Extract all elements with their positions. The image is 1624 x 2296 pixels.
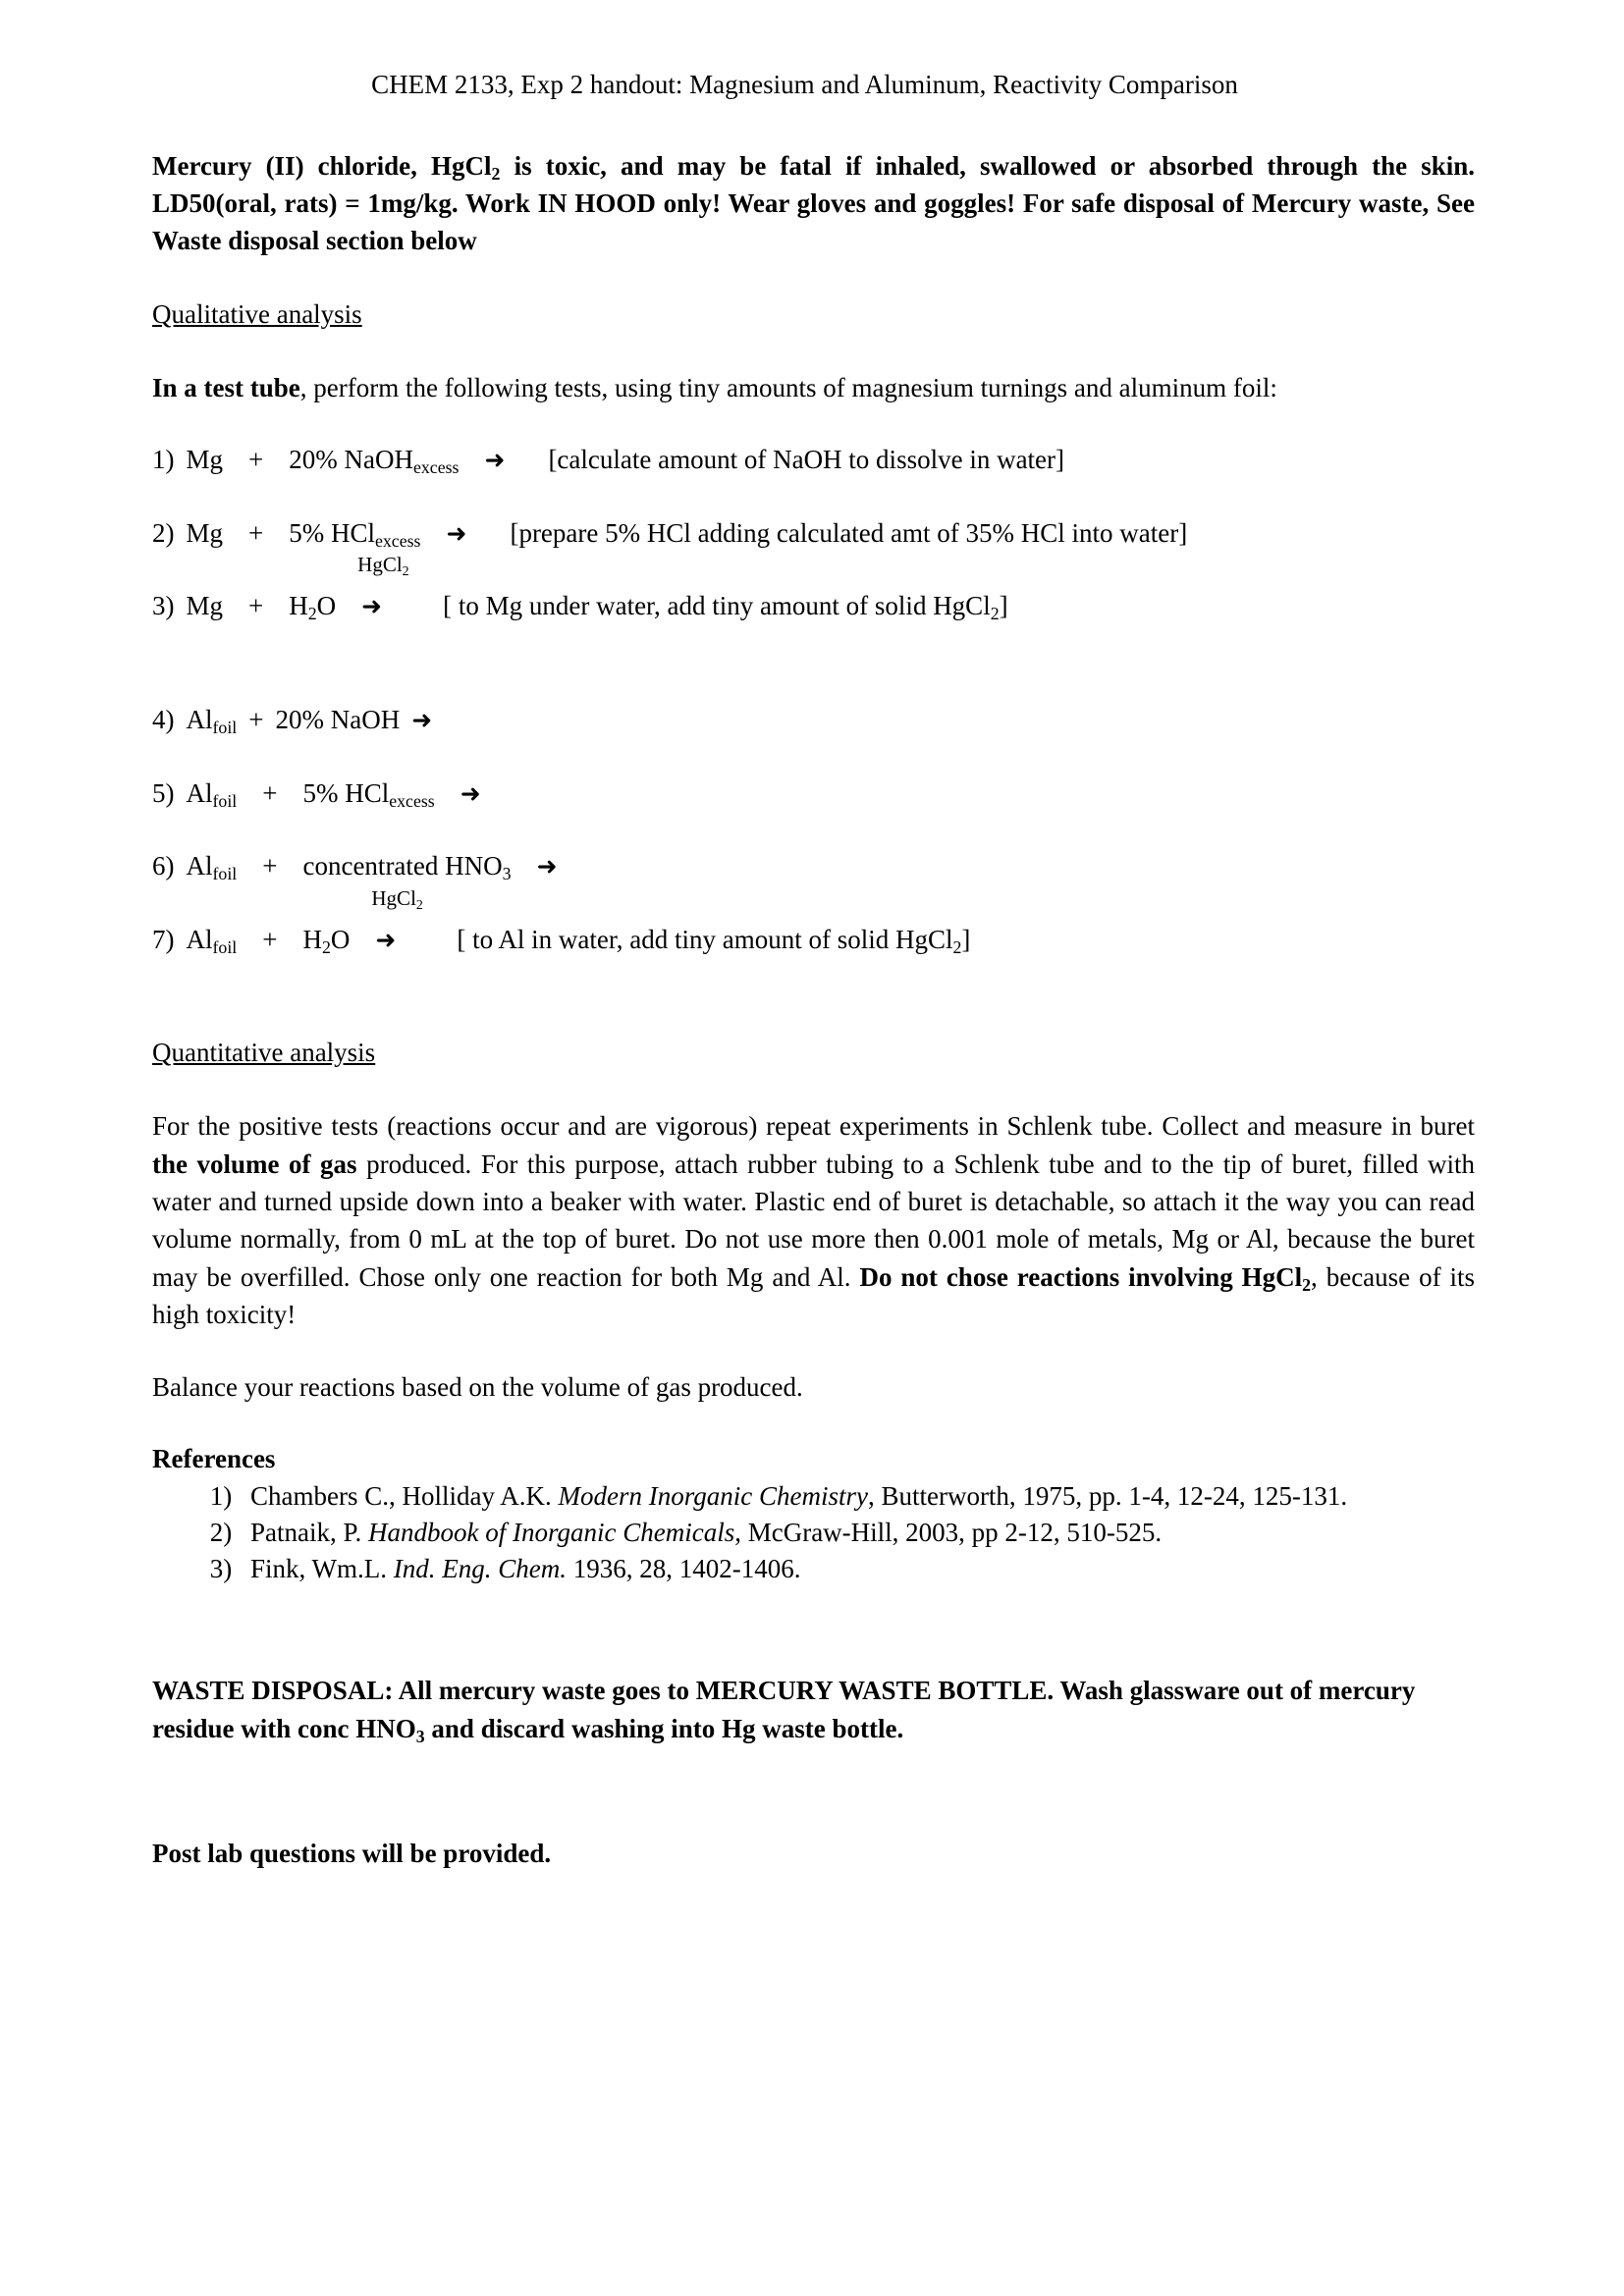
- reaction-3-reagent-b: $H_2O$: [289, 591, 337, 624]
- qualitative-intro-paragraph: [152, 369, 1477, 406]
- reaction-7-catalyst-label: HgCl$_2$: [371, 885, 423, 912]
- reaction-7-note: [ to Al in water, add tiny amount of solid HgCl$_2$]: [457, 924, 971, 957]
- reference-3-title: Ind. Eng. Chem.: [393, 1554, 567, 1584]
- reaction-7-reagent-a: Al: [186, 924, 213, 954]
- reaction-item-1: [152, 442, 1477, 477]
- reaction-2-number: 2): [152, 517, 175, 548]
- reaction-6-reagent-a-subscript: foil: [212, 864, 238, 884]
- reaction-1-note: [calculate amount of NaOH to dissolve in water]: [548, 445, 1065, 475]
- reaction-6-plus: +: [262, 851, 278, 881]
- reaction-item-5: [152, 775, 1477, 811]
- reference-3-rest: 1936, 28, 1402-1406.: [567, 1554, 801, 1584]
- quantitative-heading-label: Quantitative analysis: [152, 1038, 376, 1068]
- reaction-1-plus: +: [248, 445, 264, 475]
- reaction-item-3: [152, 553, 1477, 624]
- reaction-6-number: 6): [152, 851, 175, 881]
- reaction-6-reagent-a: Al: [186, 851, 213, 881]
- page-title: CHEM 2133, Exp 2 handout: Magnesium and Aluminum, Reactivity Comparison: [371, 70, 1238, 99]
- reaction-5-number: 5): [152, 777, 175, 808]
- warning-subscript: 2: [491, 163, 501, 184]
- safety-warning-paragraph: [152, 147, 1477, 260]
- reaction-5-reagent-b-subscript: excess: [389, 790, 435, 811]
- reference-item: [239, 1551, 1477, 1587]
- reaction-2-reagent-b-subscript: excess: [375, 530, 421, 551]
- reaction-1-number: 1): [152, 445, 175, 475]
- reaction-4-reagent-a-subscript: foil: [212, 718, 238, 738]
- waste-subscript: 3: [415, 1726, 425, 1746]
- reaction-arrow-icon: ➜: [375, 925, 397, 954]
- warning-text-part-1: Mercury (II) chloride, HgCl: [152, 150, 492, 181]
- reference-1-authors: Chambers C., Holliday A.K.: [250, 1480, 559, 1511]
- quantitative-bold-run-2-text: Do not chose reactions involving HgCl: [859, 1261, 1303, 1292]
- reaction-4-reagent-b: 20% NaOH: [275, 705, 401, 735]
- reaction-1-reagent-a: Mg: [186, 445, 224, 475]
- reaction-3-reagent-a: Mg: [186, 591, 224, 621]
- reaction-5-reagent-a-subscript: foil: [212, 790, 238, 811]
- reaction-3-catalyst-arrow: [357, 553, 409, 623]
- reaction-arrow-icon: ➜: [460, 778, 481, 808]
- reaction-group-spacer: [152, 663, 1477, 702]
- waste-disposal-paragraph: [152, 1672, 1477, 1747]
- reference-2-title: Handbook of Inorganic Chemicals: [368, 1517, 735, 1547]
- reference-item: [239, 1478, 1477, 1515]
- qualitative-heading-label: Qualitative analysis: [152, 298, 362, 329]
- reaction-item-7: [152, 885, 1477, 957]
- section-spacer: [152, 996, 1477, 1036]
- reaction-3-number: 3): [152, 591, 175, 621]
- reference-item: [239, 1515, 1477, 1551]
- waste-run-b: and discard washing into Hg waste bottle.: [424, 1713, 904, 1743]
- reaction-5-reagent-b: 5% HCl: [302, 777, 390, 808]
- reaction-3-note: [ to Mg under water, add tiny amount of solid HgCl$_2$]: [443, 591, 1008, 624]
- reaction-7-number: 7): [152, 924, 175, 954]
- warning-text-part-2: is toxic, and may be fatal if inhaled, swallowed or absorbed through the skin. LD50(oral, rats) = 1mg/kg. Work IN HOOD only! Wear gloves and goggles! For safe disposal of Mercury waste, See Waste disposal section below: [152, 150, 1475, 256]
- section-heading-quantitative: [152, 1036, 1477, 1070]
- reaction-3-catalyst-label: HgCl$_2$: [357, 553, 409, 578]
- reference-1-rest: , Butterworth, 1975, pp. 1-4, 12-24, 125-131.: [867, 1480, 1348, 1511]
- reaction-arrow-icon: ➜: [484, 446, 506, 475]
- intro-bold-run: In a test tube: [152, 372, 300, 402]
- reaction-2-plus: +: [248, 517, 264, 548]
- reaction-4-number: 4): [152, 705, 175, 735]
- reaction-2-reagent-b: 5% HCl: [289, 517, 375, 548]
- reaction-2-note: [prepare 5% HCl adding calculated amt of 35% HCl into water]: [510, 517, 1188, 548]
- quantitative-bold-run-2: [859, 1261, 1312, 1295]
- reference-1-title: Modern Inorganic Chemistry: [558, 1480, 868, 1511]
- reaction-item-2: [152, 515, 1477, 551]
- reaction-7-reagent-a-subscript: foil: [212, 936, 238, 957]
- reference-3-authors: Fink, Wm.L.: [250, 1554, 394, 1584]
- reaction-5-plus: +: [262, 777, 278, 808]
- reaction-arrow-icon: ➜: [361, 592, 383, 621]
- reaction-arrow-icon: ➜: [446, 518, 467, 548]
- reaction-2-reagent-a: Mg: [186, 517, 224, 548]
- reaction-arrow-icon: ➜: [536, 852, 558, 881]
- quantitative-bold-run-1: the volume of gas: [152, 1148, 357, 1179]
- quantitative-paragraph: [152, 1107, 1477, 1333]
- section-heading-qualitative: [152, 297, 1477, 332]
- quantitative-run-b: produced. For this purpose, attach rubber tubing to a Schlenk tube and to the tip of buret, filled with water and turned upside down into a beaker with water. Plastic end of buret is detachable, so attach it the way you can read volume normally, from 0 mL at the top of buret. Do not use more then 0.001 mole of metals, Mg or Al, because the buret may be overfilled. Chose only one reaction for both Mg and Al.: [152, 1148, 1476, 1292]
- reference-2-authors: Patnaik, P.: [250, 1517, 369, 1547]
- reaction-5-reagent-a: Al: [186, 777, 213, 808]
- reference-2-rest: , McGraw-Hill, 2003, pp 2-12, 510-525.: [734, 1517, 1163, 1547]
- quantitative-bold-subscript: 2: [1302, 1274, 1312, 1295]
- reaction-1-reagent-b: 20% NaOH: [289, 445, 413, 475]
- reaction-item-4: [152, 702, 1477, 737]
- reaction-4-reagent-a: Al: [186, 705, 213, 735]
- reaction-7-plus: +: [262, 924, 278, 954]
- reaction-3-plus: +: [248, 591, 264, 621]
- reaction-item-6: [152, 848, 1477, 883]
- reaction-7-catalyst-arrow: [371, 885, 423, 957]
- reaction-7-reagent-b: $H_2O$: [302, 924, 351, 957]
- waste-run-a: WASTE DISPOSAL: All mercury waste goes to MERCURY WASTE BOTTLE. Wash glassware out of mercury residue with conc HNO: [152, 1676, 1416, 1743]
- balance-paragraph: Balance your reactions based on the volume of gas produced.: [152, 1372, 803, 1403]
- references-list: [152, 1478, 1477, 1588]
- reaction-arrow-icon: ➜: [411, 706, 433, 735]
- references-heading: References: [152, 1443, 276, 1473]
- reaction-6-reagent-b: concentrated $HNO_3$: [302, 851, 512, 884]
- quantitative-run-c: , because of its high toxicity!: [152, 1261, 1476, 1329]
- quantitative-run-a: For the positive tests (reactions occur and are vigorous) repeat experiments in Schlenk tube. Collect and measure in buret: [152, 1111, 1475, 1142]
- reaction-4-plus: +: [248, 705, 264, 735]
- reaction-1-reagent-b-subscript: excess: [412, 457, 460, 478]
- intro-rest-run: , perform the following tests, using tiny amounts of magnesium turnings and aluminum foil:: [299, 372, 1277, 402]
- post-lab-note: Post lab questions will be provided.: [152, 1839, 552, 1869]
